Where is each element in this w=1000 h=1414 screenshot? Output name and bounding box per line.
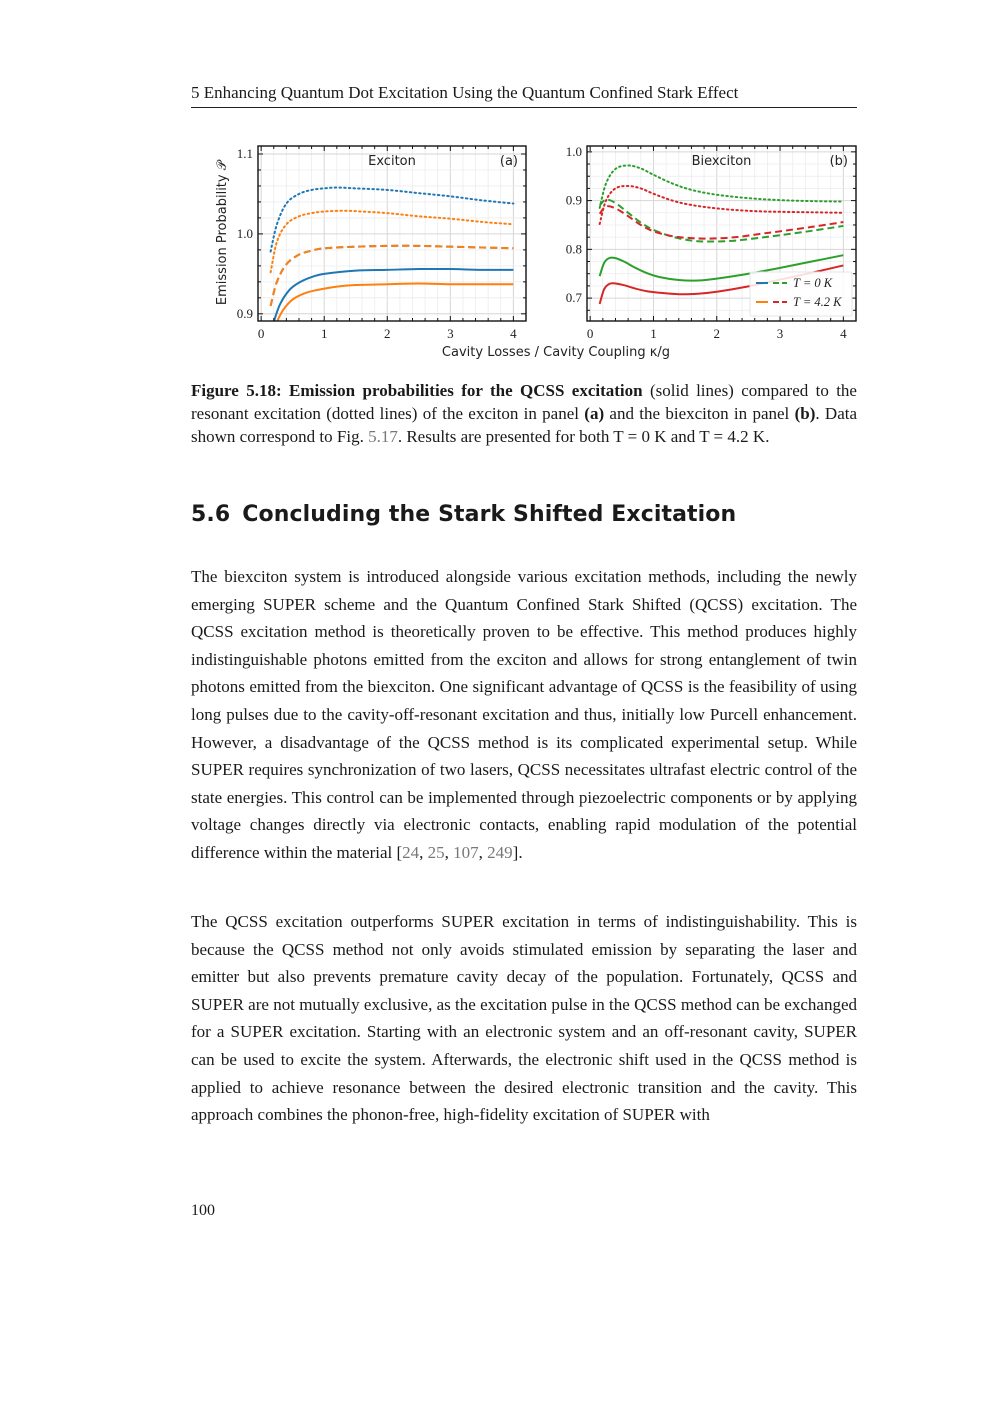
panel-label: (b) [829, 154, 848, 169]
figure-caption: Figure 5.18: Emission probabilities for the QCSS excitation (solid lines) compared to the resonant excitation (dotted lines) of the exciton in panel (a) and the biexciton in panel (b). Data shown correspond to Fig. 5.17. Results are presented for both T = 0 K and T = 4.2 K. [191, 381, 858, 447]
series-line [271, 246, 514, 306]
legend-entry: T = 0 K [793, 276, 833, 290]
y-tick-label: 0.9 [236, 305, 253, 321]
y-tick-label: 1.1 [236, 145, 253, 161]
series-line [271, 246, 514, 306]
y-tick-label: 0.8 [565, 241, 582, 257]
x-tick-label: 0 [586, 326, 594, 341]
body-paragraph-1: The biexciton system is introduced alongside various excitation methods, including the newly emerging SUPER scheme and the Quantum Confined Stark Shifted (QCSS) excitation. The QCSS excitation method is theoretically proven to be effective. This method produces highly indistinguishable photons emitted from the exciton and allows for strong entanglement of twin photons emitted from the biexciton. One significant advantage of QCSS is the feasibility of using long pulses due to the cavity-off-resonant excitation and thus, initially low Purcell enhancement. However, a disadvantage of the QCSS method is its complicated experimental setup. While SUPER requires synchronization of two lasers, QCSS necessitates ultrafast electric control of the state energies. This control can be implemented through piezoelectric components or by applying voltage changes directly via electronic contacts, enabling rapid modulation of the potential difference within the material [24, 25, 107, 249]. [191, 567, 857, 862]
panel-title: Exciton [368, 154, 416, 169]
figure-5-18 [190, 138, 870, 368]
body-paragraph-2: The QCSS excitation outperforms SUPER excitation in terms of indistinguishability. This is because the QCSS method not only avoids stimulated emission by separating the laser and emitter but also prevents premature cavity decay of the population. Fortunately, QCSS and SUPER are not mutually exclusive, as the excitation pulse in the QCSS method can be exchanged for a SUPER excitation. Starting with an electronic system and an off-resonant cavity, SUPER can be used to excite the system. Afterwards, the electronic shift used in the QCSS method is applied to achieve resonance between the desired electronic transition and the cavity. This approach combines the phonon-free, high-fidelity excitation of SUPER with [191, 912, 857, 1125]
x-tick-label: 3 [447, 326, 454, 341]
page-number: 100 [191, 1202, 215, 1219]
grid [258, 146, 526, 321]
legend-entry: T = 4.2 K [793, 295, 842, 309]
chart-legend [750, 272, 852, 316]
chart-panel-a [237, 146, 526, 341]
citation-link[interactable]: 107 [453, 842, 479, 862]
emission-probability-chart [190, 138, 870, 368]
series-line [277, 283, 513, 321]
panel-label: (a) [499, 154, 518, 169]
x-tick-label: 2 [384, 326, 391, 341]
section-title-text: Concluding the Stark Shifted Excitation [242, 502, 737, 527]
x-axis-label: Cavity Losses / Cavity Coupling κ/g [441, 345, 671, 360]
figure-reference-link[interactable]: 5.17 [368, 427, 398, 447]
running-head: 5 Enhancing Quantum Dot Excitation Using the Quantum Confined Stark Effect [191, 82, 857, 108]
x-tick-label: 1 [650, 326, 657, 341]
citation-link[interactable]: 249 [487, 842, 513, 862]
x-tick-label: 3 [776, 326, 784, 341]
x-tick-label: 4 [510, 326, 517, 341]
section-heading [191, 500, 736, 530]
data-series [271, 188, 514, 322]
section-number: 5.6 [191, 502, 231, 527]
y-tick-label: 1.0 [565, 143, 582, 159]
series-line [271, 188, 514, 252]
caption-label: Figure 5.18: Emission probabilities for the QCSS excitation [191, 381, 643, 400]
y-axis-label: Emission Probability 𝒫 [215, 160, 230, 306]
citation-link[interactable]: 25 [427, 842, 445, 862]
citation-link[interactable]: 24 [402, 842, 420, 862]
y-tick-label: 0.9 [565, 192, 582, 208]
x-tick-label: 2 [713, 326, 721, 341]
x-tick-label: 1 [320, 326, 328, 341]
series-line [600, 200, 844, 242]
x-tick-label: 0 [257, 326, 265, 341]
y-tick-label: 1.0 [236, 225, 253, 241]
panel-title: Biexciton [691, 154, 752, 169]
series-line [600, 206, 844, 239]
x-tick-label: 4 [840, 326, 847, 341]
y-tick-label: 0.7 [565, 290, 582, 306]
series-line [271, 211, 514, 273]
